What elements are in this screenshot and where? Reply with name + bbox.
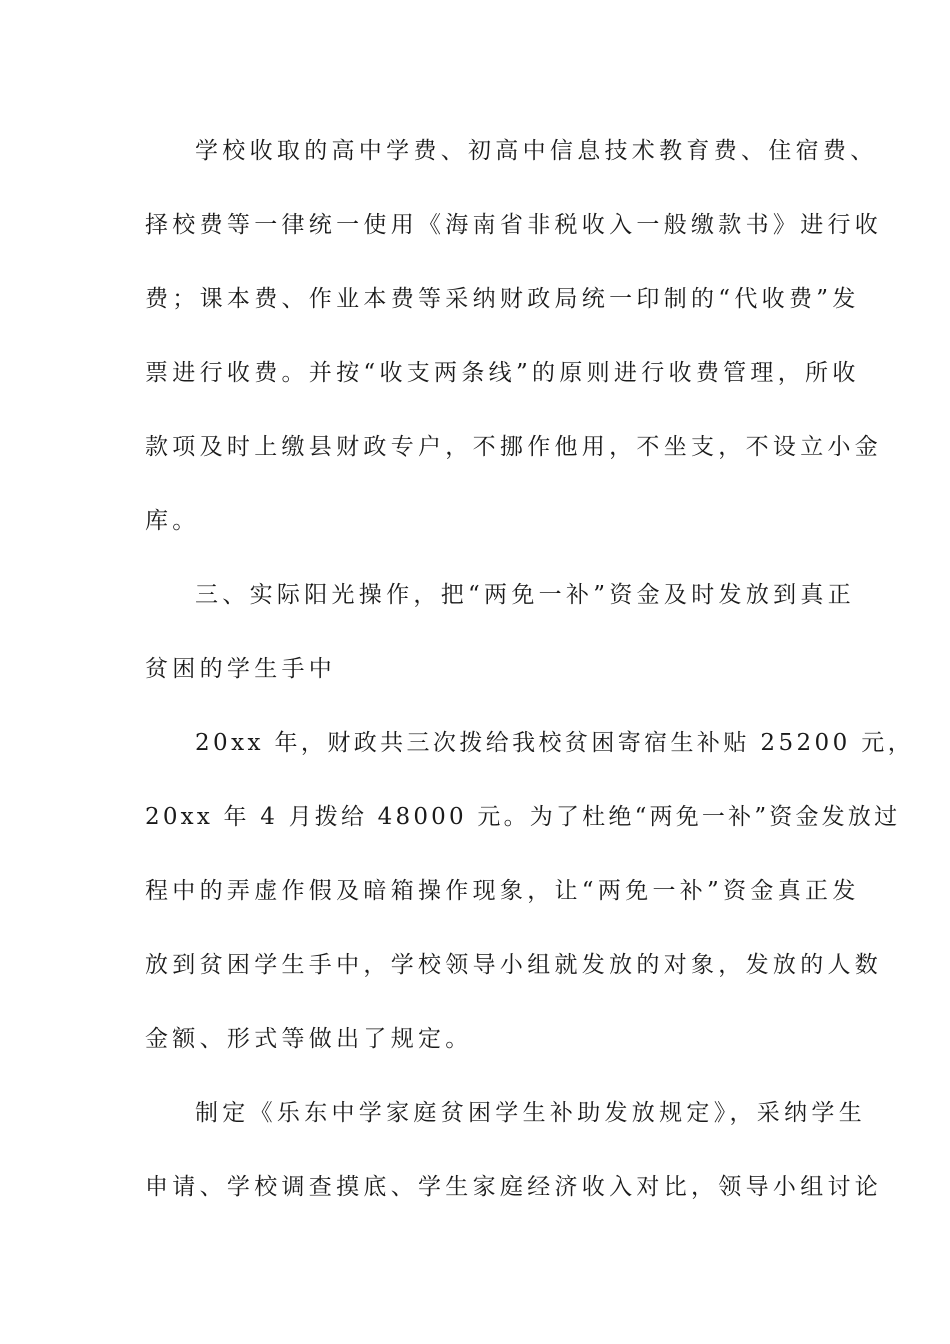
paragraph-4-line-1: 制定《乐东中学家庭贫困学生补助发放规定》，采纳学生 [195, 1100, 866, 1126]
paragraph-3-line-5: 金额、形式等做出了规定。 [145, 1026, 473, 1052]
paragraph-3-line-4: 放到贫困学生手中，学校领导小组就发放的对象，发放的人数 [145, 952, 883, 978]
paragraph-1-line-6: 库。 [145, 508, 200, 534]
paragraph-1-line-5: 款项及时上缴县财政专户，不挪作他用，不坐支，不设立小金 [145, 434, 883, 460]
paragraph-3-line-3: 程中的弄虚作假及暗箱操作现象，让“两免一补”资金真正发 [145, 878, 860, 904]
paragraph-1-line-3: 费；课本费、作业本费等采纳财政局统一印制的“代收费”发 [145, 286, 860, 312]
section-heading-line-1: 三、实际阳光操作，把“两免一补”资金及时发放到真正 [195, 582, 856, 608]
paragraph-1-line-4: 票进行收费。并按“收支两条线”的原则进行收费管理，所收 [145, 360, 860, 386]
paragraph-4-line-2: 申请、学校调查摸底、学生家庭经济收入对比，领导小组讨论 [145, 1174, 883, 1200]
paragraph-3-line-2: 20xx 年 4 月拨给 48000 元。为了杜绝“两免一补”资金发放过 [145, 804, 901, 830]
paragraph-1-line-1: 学校收取的高中学费、初高中信息技术教育费、住宿费、 [195, 138, 878, 164]
paragraph-1-line-2: 择校费等一律统一使用《海南省非税收入一般缴款书》进行收 [145, 212, 883, 238]
section-heading-line-2: 贫困的学生手中 [145, 656, 337, 682]
paragraph-3-line-1: 20xx 年，财政共三次拨给我校贫困寄宿生补贴 25200 元， [195, 730, 915, 756]
